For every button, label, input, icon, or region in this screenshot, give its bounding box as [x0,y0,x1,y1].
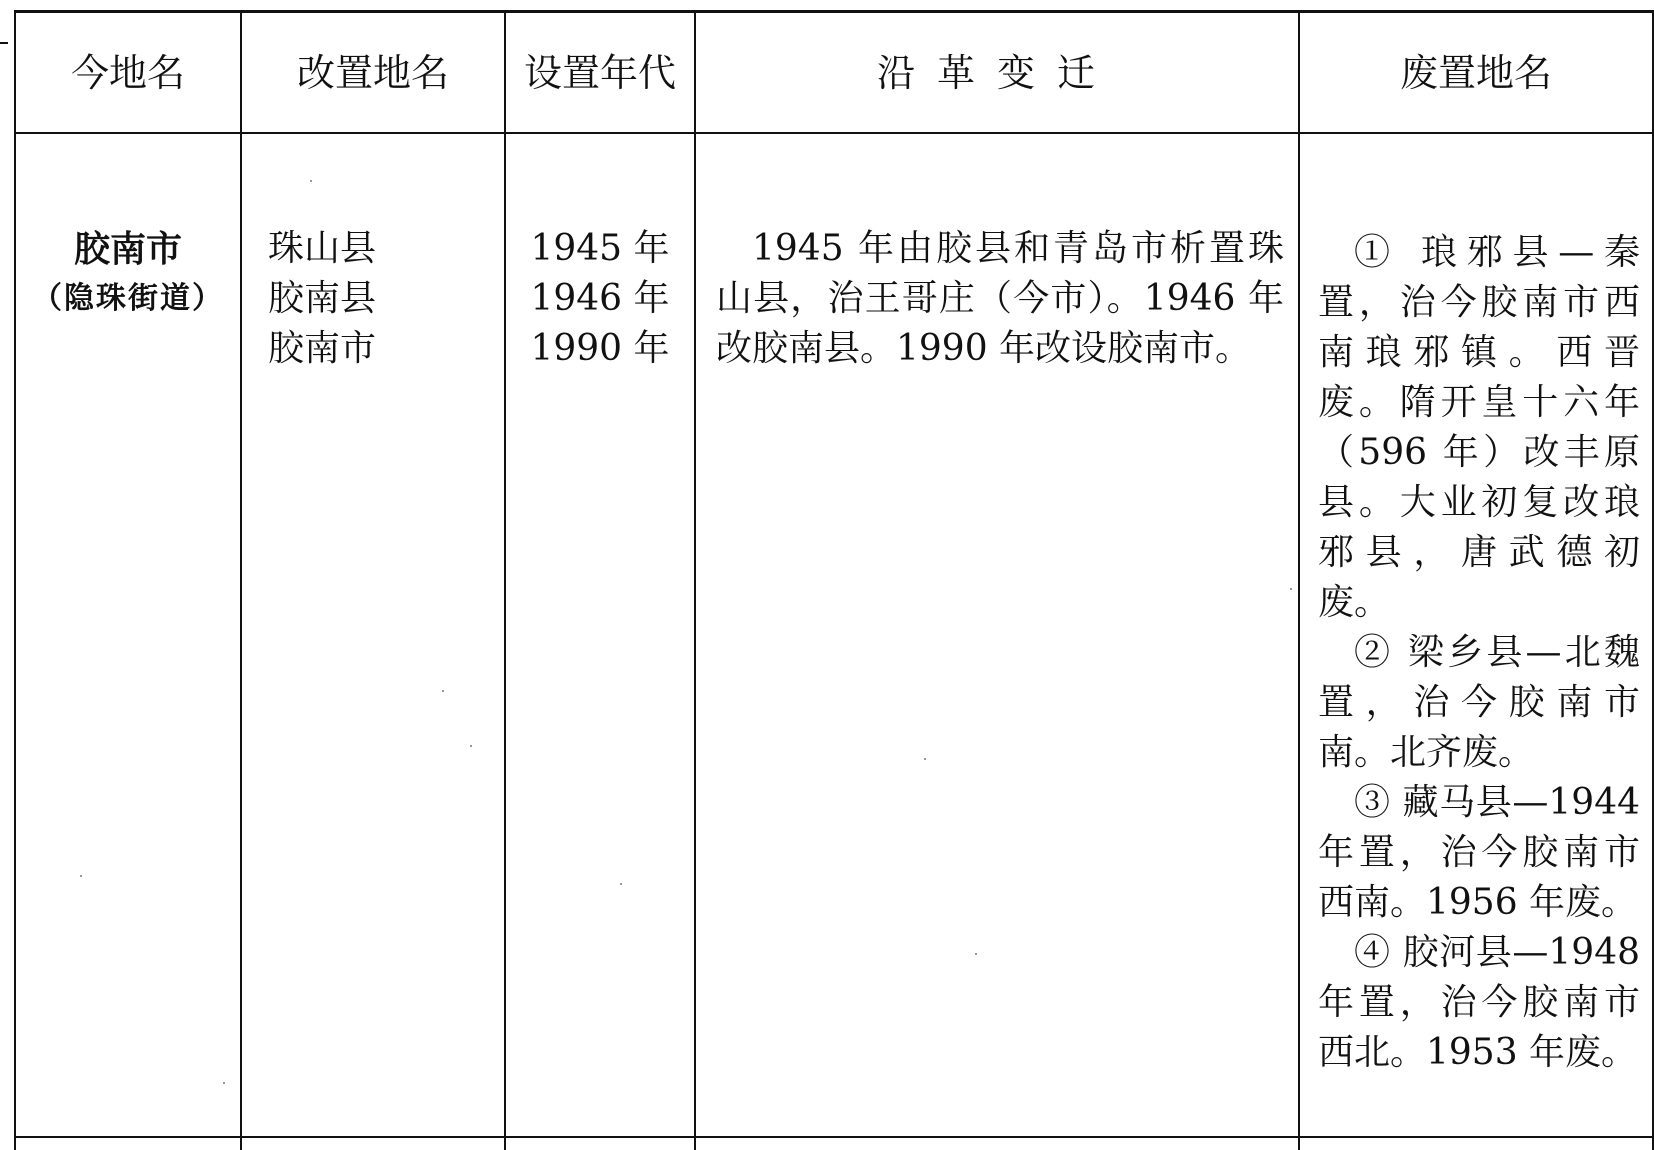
cell-years [506,224,694,374]
current-name: 胶南市 [73,228,182,270]
header-changed-name: 改置地名 [296,51,449,95]
scan-speck [80,875,82,877]
margin-tick [0,42,8,44]
header-divider [14,132,1654,134]
column-divider-4 [1298,10,1300,1150]
scan-speck [1290,588,1292,590]
current-name-note: （隐珠街道） [32,281,224,316]
cell-changed-names [268,224,498,374]
header-history: 沿革变迁 [876,51,1117,95]
scan-speck [975,953,977,955]
year-item: 1946 年 [530,278,670,319]
header-establish-year: 设置年代 [523,51,676,95]
column-divider-3 [694,10,696,1150]
table-left-border [14,10,16,1150]
year-item: 1945 年 [530,228,670,269]
table-bottom-border [14,1136,1654,1138]
changed-name-item: 胶南县 [268,278,377,319]
cell-current-name [16,224,240,324]
changed-name-item: 胶南市 [268,328,377,369]
column-divider-1 [240,10,242,1150]
changed-name-item: 珠山县 [268,228,377,269]
header-abolished-name: 废置地名 [1399,51,1552,95]
year-item: 1990 年 [530,328,670,369]
cell-abolished-names [1318,228,1640,1078]
scan-speck [470,745,472,747]
column-divider-2 [504,10,506,1150]
header-current-name: 今地名 [70,51,185,95]
cell-history: 1945 年由胶县和青岛市析置珠山县，治王哥庄（今市）。1946 年改胶南县。1990 年改设胶南市。 [716,228,1284,369]
scan-speck [620,883,622,885]
scan-speck [223,1082,225,1084]
abolished-item: ④ 胶河县—1948 年置，治今胶南市西北。1953 年废。 [1318,932,1640,1073]
abolished-item: ③ 藏马县—1944 年置，治今胶南市西南。1956 年废。 [1318,782,1640,923]
abolished-item: ② 梁乡县—北魏置，治今胶南市南。北齐废。 [1318,632,1640,773]
scan-speck [310,180,312,182]
scan-speck [924,758,926,760]
table-top-border [14,10,1654,13]
scan-speck [442,690,444,692]
abolished-item: ① 琅邪县—秦置，治今胶南市西南琅邪镇。西晋废。隋开皇十六年（596 年）改丰原县。大业初复改琅邪县，唐武德初废。 [1318,232,1640,623]
